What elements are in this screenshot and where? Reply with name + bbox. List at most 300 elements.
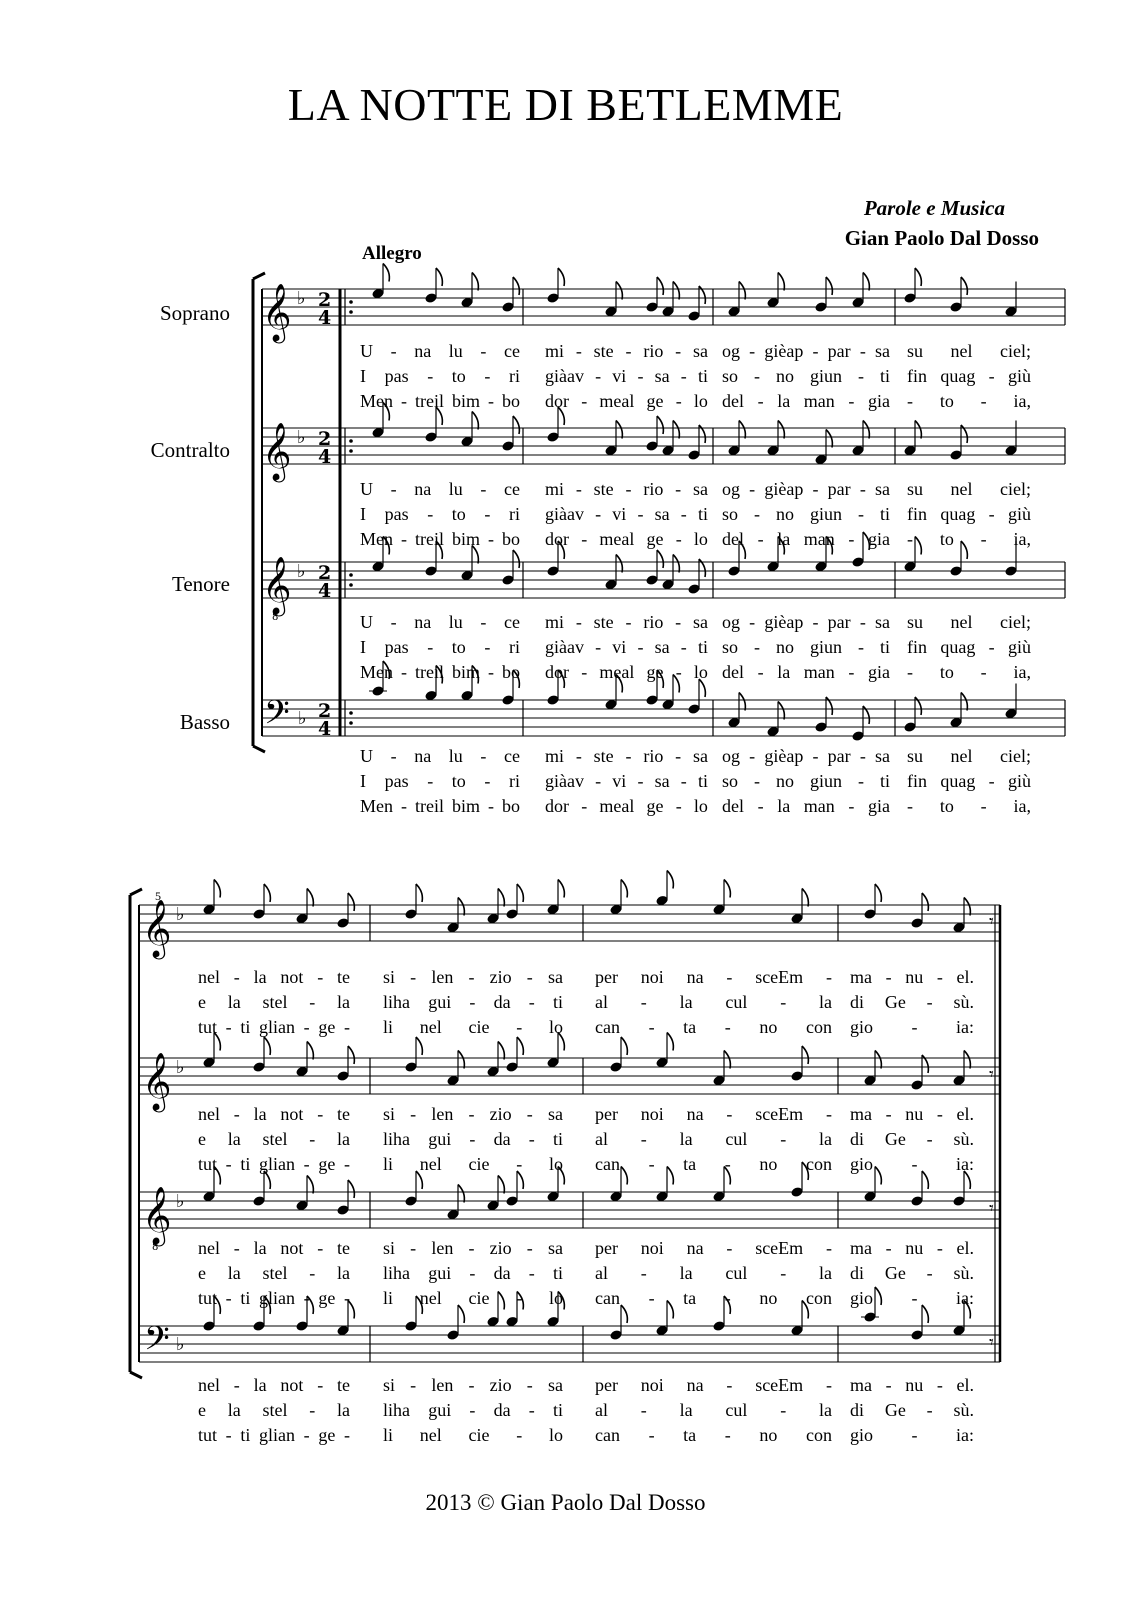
lyric-syllable: stel	[262, 1129, 288, 1149]
lyric-syllable: la	[679, 1400, 693, 1420]
lyric-syllable: -	[859, 746, 866, 766]
note-flag	[616, 421, 622, 439]
lyric-syllable: ma	[850, 1104, 872, 1124]
lyric-syllable: la	[253, 1104, 267, 1124]
lyric-syllable: I	[360, 771, 366, 791]
lyric-syllable: -	[469, 1400, 476, 1420]
lyric-syllable: sceEm	[755, 1238, 804, 1258]
lyric-syllable: gui	[428, 1129, 452, 1149]
lyric-syllable: -	[724, 1288, 731, 1308]
note-flag	[517, 884, 523, 902]
lyric-syllable: -	[885, 1104, 892, 1124]
lyric-syllable: la	[227, 1129, 241, 1149]
lyric-syllable: -	[680, 504, 687, 524]
lyric-syllable: can	[595, 1154, 620, 1174]
lyric-syllable: la	[777, 529, 791, 549]
lyric-syllable: na	[686, 967, 704, 987]
lyric-syllable: ri	[508, 637, 520, 657]
lyric-syllable: Men	[360, 391, 393, 411]
lyric-syllable: liha	[383, 992, 410, 1012]
lyric-syllable: ciel;	[1000, 341, 1031, 361]
sys2-staff1-line2-m8	[850, 992, 974, 1013]
lyric-syllable: bo	[501, 529, 520, 549]
lyric-syllable: len	[431, 1375, 454, 1395]
lyric-syllable: ti	[240, 1288, 251, 1308]
lyric-syllable: treil	[414, 796, 444, 816]
repeat-dot	[349, 439, 353, 443]
note-flag	[673, 555, 679, 573]
lyric-syllable: -	[526, 1104, 533, 1124]
lyric-syllable: gui	[428, 1400, 452, 1420]
lyric-syllable: rio	[643, 612, 664, 632]
sys2-staff3-line2-m6	[383, 1263, 563, 1284]
lyric-syllable: len	[431, 1104, 454, 1124]
note-flag	[863, 273, 869, 291]
sys1-staff1-line3-m2	[545, 391, 708, 412]
lyric-syllable: gio	[850, 1288, 874, 1308]
lyric-syllable: lo	[693, 796, 708, 816]
note-flag	[458, 1185, 464, 1203]
sys1-staff1-line1-m3	[722, 341, 890, 362]
lyric-syllable: la	[227, 992, 241, 1012]
lyric-syllable: -	[724, 1017, 731, 1037]
lyric-syllable: la	[679, 992, 693, 1012]
lyric-syllable: no	[759, 1154, 778, 1174]
lyric-syllable: -	[233, 1238, 240, 1258]
lyric-syllable: li	[383, 1425, 394, 1445]
lyric-syllable: sa	[654, 366, 670, 386]
lyric-syllable: -	[936, 1238, 943, 1258]
sys1-staff3-line2-m2	[545, 637, 708, 658]
lyric-syllable: per	[595, 967, 618, 987]
lyric-syllable: giun	[809, 504, 842, 524]
lyric-syllable: giù	[1007, 504, 1031, 524]
credit-composer: Gian Paolo Dal Dosso	[844, 226, 1039, 250]
sys1-staff2-line2-m2	[545, 504, 708, 525]
sys1-staff2-line1-m3	[722, 479, 890, 500]
sys1-staff4-line3-m4	[907, 796, 1031, 817]
lyric-syllable: cul	[725, 1129, 748, 1149]
note-flag	[802, 1046, 808, 1064]
lyric-syllable: Ge	[884, 1263, 906, 1283]
lyric-syllable: -	[648, 1154, 655, 1174]
lyric-syllable: ti	[552, 1400, 563, 1420]
sys1-staff2-line3-m4	[907, 529, 1031, 550]
lyric-syllable: -	[575, 479, 582, 499]
lyric-syllable: len	[431, 1238, 454, 1258]
lyric-syllable: mi	[545, 341, 565, 361]
sys2-staff4-line2-m5	[198, 1400, 350, 1421]
note-flag	[383, 264, 389, 282]
lyric-syllable: con	[805, 1154, 832, 1174]
lyric-syllable: mi	[545, 612, 565, 632]
lyric-syllable: sù.	[953, 992, 974, 1012]
lyric-syllable: -	[885, 1375, 892, 1395]
lyric-syllable: giàav	[545, 771, 584, 791]
sys1-staff4-line1-m4	[907, 746, 1031, 767]
lyric-syllable: te	[337, 1375, 350, 1395]
lyric-syllable: -	[468, 1104, 475, 1124]
lyric-syllable: ia:	[955, 1288, 974, 1308]
time-signature-top: 2	[318, 562, 332, 584]
note-flag	[826, 277, 832, 295]
lyric-syllable: nu	[905, 1375, 924, 1395]
part-name-soprano: Soprano	[160, 301, 230, 325]
lyric-syllable: ma	[850, 1238, 872, 1258]
lyric-syllable: sa	[692, 341, 708, 361]
lyric-syllable: ma	[850, 1375, 872, 1395]
note-flag	[616, 282, 622, 300]
note-flag	[436, 268, 442, 286]
lyric-syllable: -	[936, 967, 943, 987]
lyric-syllable: cie	[468, 1017, 490, 1037]
lyric-syllable: -	[303, 1425, 310, 1445]
lyric-syllable: no	[759, 1425, 778, 1445]
lyric-syllable: -	[911, 1425, 918, 1445]
lyric-syllable: mi	[545, 479, 565, 499]
note-flag	[498, 1176, 504, 1194]
sys2-staff2-line3-m5	[198, 1154, 350, 1175]
sys2-staff3-line3-m7	[595, 1288, 832, 1309]
lyric-syllable: lo	[548, 1017, 563, 1037]
lyric-syllable: man	[803, 391, 835, 411]
lyric-syllable: vi	[612, 637, 627, 657]
lyric-syllable: nel	[198, 967, 220, 987]
sys2-staff3-line2-m7	[595, 1263, 832, 1284]
lyric-syllable: ce	[503, 612, 520, 632]
note-flag	[517, 1037, 523, 1055]
sys2-staff2-line1-m6	[383, 1104, 563, 1125]
sys1-staff1-line2-m4	[907, 366, 1031, 387]
lyric-syllable: -	[675, 612, 682, 632]
lyric-syllable: -	[343, 1154, 350, 1174]
lyric-syllable: ge	[646, 796, 664, 816]
lyric-syllable: ce	[503, 746, 520, 766]
lyric-syllable: cie	[468, 1288, 490, 1308]
bass-clef-icon: 𝄢	[144, 1320, 170, 1366]
lyric-syllable: Ge	[884, 1129, 906, 1149]
lyric-syllable: -	[526, 1375, 533, 1395]
lyric-syllable: -	[468, 1375, 475, 1395]
lyric-syllable: giù	[1007, 366, 1031, 386]
note-flag	[875, 1051, 881, 1069]
lyric-syllable: sa	[654, 504, 670, 524]
lyric-syllable: la	[818, 992, 832, 1012]
lyric-syllable: -	[859, 479, 866, 499]
sys2-staff4-line3-m6	[383, 1425, 563, 1446]
lyric-syllable: -	[303, 1288, 310, 1308]
lyric-syllable: -	[812, 341, 819, 361]
sys2-staff3-line1-m7	[595, 1238, 832, 1259]
lyric-syllable: mi	[545, 746, 565, 766]
lyric-syllable: li	[383, 1017, 394, 1037]
lyric-syllable: gui	[428, 992, 452, 1012]
treble-clef-icon: 𝄞	[142, 1052, 172, 1110]
measure-number: 5	[155, 889, 161, 903]
lyric-syllable: -	[859, 612, 866, 632]
note-flag	[621, 1037, 627, 1055]
lyric-syllable: bo	[501, 796, 520, 816]
lyric-syllable: ti	[240, 1425, 251, 1445]
note-flag	[915, 268, 921, 286]
lyric-syllable: gia	[867, 662, 890, 682]
lyric-syllable: -	[637, 504, 644, 524]
lyric-syllable: ste	[593, 479, 614, 499]
lyric-syllable: -	[233, 1104, 240, 1124]
lyric-syllable: nel	[419, 1154, 442, 1174]
lyric-syllable: -	[675, 529, 682, 549]
lyric-syllable: la	[777, 796, 791, 816]
lyric-syllable: gui	[428, 1263, 452, 1283]
lyric-syllable: -	[487, 391, 494, 411]
flat-icon: ♭	[176, 1191, 185, 1212]
lyric-syllable: I	[360, 504, 366, 524]
note-flag	[724, 880, 730, 898]
lyric-syllable: -	[757, 796, 764, 816]
eighth-rest-icon: 𝄾	[989, 1198, 994, 1219]
note-flag	[264, 884, 270, 902]
bass-clef-icon: 𝄢	[264, 694, 290, 740]
lyric-syllable: la	[679, 1129, 693, 1149]
note-flag	[621, 880, 627, 898]
lyric-syllable: sa	[654, 771, 670, 791]
sys1-staff1-line1-m1	[360, 341, 520, 362]
sys1-staff3-line1-m3	[722, 612, 890, 633]
sys2-staff1-line1-m6	[383, 967, 563, 988]
note-flag	[802, 889, 808, 907]
lyric-syllable: del	[722, 529, 744, 549]
lyric-syllable: -	[575, 341, 582, 361]
lyric-syllable: te	[337, 1238, 350, 1258]
lyric-syllable: -	[625, 746, 632, 766]
sys2-staff3-line3-m6	[383, 1288, 563, 1309]
lyric-syllable: ta	[683, 1425, 697, 1445]
lyric-syllable: ciel;	[1000, 746, 1031, 766]
lyric-syllable: -	[233, 1375, 240, 1395]
lyric-syllable: rio	[643, 479, 664, 499]
lyric-syllable: ge	[646, 662, 664, 682]
lyric-syllable: -	[812, 479, 819, 499]
lyric-syllable: ce	[503, 341, 520, 361]
sys1-staff3-line3-m4	[907, 662, 1031, 683]
lyric-syllable: nel	[419, 1425, 442, 1445]
lyric-syllable: -	[988, 637, 995, 657]
note-flag	[416, 884, 422, 902]
lyric-syllable: -	[675, 341, 682, 361]
sys1-staff4-line2-m4	[907, 771, 1031, 792]
lyric-syllable: nu	[905, 1104, 924, 1124]
lyric-syllable: -	[926, 1400, 933, 1420]
lyric-syllable: meal	[599, 529, 635, 549]
note-flag	[657, 550, 663, 568]
lyric-syllable: -	[480, 341, 487, 361]
sys1-staff2-line2-m4	[907, 504, 1031, 525]
lyric-syllable: la	[777, 391, 791, 411]
lyric-syllable: so	[722, 504, 739, 524]
note-flag	[458, 898, 464, 916]
note-flag	[961, 277, 967, 295]
lyric-syllable: ti	[879, 366, 890, 386]
lyric-syllable: sceEm	[755, 967, 804, 987]
lyric-syllable: -	[469, 1263, 476, 1283]
lyric-syllable: so	[722, 366, 739, 386]
lyric-syllable: -	[724, 1425, 731, 1445]
lyric-syllable: -	[309, 1129, 316, 1149]
note-flag	[739, 282, 745, 300]
lyric-syllable: pas	[384, 771, 409, 791]
lyric-syllable: el.	[956, 967, 974, 987]
lyric-syllable: pas	[384, 366, 409, 386]
lyric-syllable: -	[309, 1263, 316, 1283]
lyric-syllable: -	[625, 479, 632, 499]
sys1-staff4-line2-m3	[722, 771, 890, 792]
lyric-syllable: -	[303, 1154, 310, 1174]
sys1-staff1-line1-m2	[545, 341, 708, 362]
lyric-syllable: -	[911, 1154, 918, 1174]
lyric-syllable: di	[850, 1400, 865, 1420]
lyric-syllable: glian	[259, 1288, 295, 1308]
lyric-syllable: fin	[907, 771, 927, 791]
lyric-syllable: -	[675, 796, 682, 816]
lyric-syllable: bo	[501, 391, 520, 411]
time-signature-top: 2	[318, 289, 332, 311]
sys1-staff2-line1-m2	[545, 479, 708, 500]
lyric-syllable: gia	[867, 529, 890, 549]
lyric-syllable: not	[280, 967, 304, 987]
lyric-syllable: Ge	[884, 992, 906, 1012]
lyric-syllable: -	[848, 391, 855, 411]
lyric-syllable: -	[757, 529, 764, 549]
lyric-syllable: to	[451, 771, 466, 791]
lyric-syllable: ge	[318, 1425, 336, 1445]
lyric-syllable: ia:	[955, 1154, 974, 1174]
lyric-syllable: stel	[262, 1263, 288, 1283]
lyric-syllable: -	[484, 637, 491, 657]
lyric-syllable: giun	[809, 637, 842, 657]
sys2-staff1-line2-m7	[595, 992, 832, 1013]
lyric-syllable: gio	[850, 1154, 874, 1174]
lyric-syllable: -	[637, 366, 644, 386]
lyric-syllable: -	[225, 1017, 232, 1037]
lyric-syllable: -	[528, 1129, 535, 1149]
note-flag	[498, 889, 504, 907]
lyric-syllable: liha	[383, 1129, 410, 1149]
lyric-syllable: -	[484, 504, 491, 524]
lyric-syllable: sa	[875, 612, 890, 632]
sys1-staff4-line2-m2	[545, 771, 708, 792]
lyric-syllable: -	[675, 662, 682, 682]
lyric-syllable: no	[759, 1288, 778, 1308]
lyric-syllable: per	[595, 1104, 618, 1124]
sys1-staff4-line2-m1	[360, 771, 520, 792]
lyric-syllable: nel	[950, 612, 973, 632]
lyric-syllable: cie	[468, 1425, 490, 1445]
lyric-syllable: si	[383, 1104, 396, 1124]
sys2-staff1-line1-m7	[595, 967, 832, 988]
lyric-syllable: li	[383, 1288, 394, 1308]
lyric-syllable: nu	[905, 1238, 924, 1258]
lyric-syllable: gia	[867, 796, 890, 816]
lyric-syllable: -	[484, 366, 491, 386]
sys2-staff2-line2-m6	[383, 1129, 563, 1150]
lyric-syllable: al	[595, 1263, 608, 1283]
lyric-syllable: og	[722, 479, 740, 499]
lyric-syllable: rio	[643, 341, 664, 361]
lyric-syllable: e	[198, 1263, 206, 1283]
lyric-syllable: glian	[259, 1017, 295, 1037]
lyric-syllable: ge	[318, 1154, 336, 1174]
lyric-syllable: si	[383, 1238, 396, 1258]
lyric-syllable: sceEm	[755, 1375, 804, 1395]
credit-words-music: Parole e Musica	[863, 196, 1005, 220]
lyric-syllable: -	[848, 662, 855, 682]
lyric-syllable: -	[857, 637, 864, 657]
lyric-syllable: nel	[950, 746, 973, 766]
lyric-syllable: -	[390, 479, 397, 499]
lyric-syllable: to	[939, 662, 954, 682]
time-signature-top: 2	[318, 428, 332, 450]
lyric-syllable: -	[400, 662, 407, 682]
lyric-syllable: -	[595, 366, 602, 386]
lyric-syllable: ri	[508, 504, 520, 524]
sys1-staff4-line3-m2	[545, 796, 708, 817]
lyric-syllable: -	[427, 637, 434, 657]
lyric-syllable: -	[980, 391, 987, 411]
lyric-syllable: li	[383, 1154, 394, 1174]
sys1-staff1-line2-m2	[545, 366, 708, 387]
lyric-syllable: e	[198, 992, 206, 1012]
lyric-syllable: pas	[384, 637, 409, 657]
note-flag	[826, 430, 832, 448]
clef-eight-mark: 8	[272, 612, 279, 623]
lyric-syllable: la	[818, 1129, 832, 1149]
lyric-syllable: e	[198, 1400, 206, 1420]
lyric-syllable: to	[451, 366, 466, 386]
lyric-syllable: sa	[547, 1375, 563, 1395]
lyric-syllable: da	[493, 1263, 511, 1283]
lyric-syllable: -	[726, 1104, 733, 1124]
lyric-syllable: -	[595, 771, 602, 791]
lyric-syllable: el.	[956, 1375, 974, 1395]
note-flag	[964, 898, 970, 916]
sys1-staff2-line3-m3	[722, 529, 890, 550]
note-flag	[616, 555, 622, 573]
lyric-syllable: not	[280, 1104, 304, 1124]
lyric-syllable: U	[360, 341, 373, 361]
lyric-syllable: -	[675, 746, 682, 766]
lyric-syllable: -	[754, 637, 760, 657]
sys2-staff4-line2-m6	[383, 1400, 563, 1421]
repeat-dot	[349, 300, 353, 304]
lyric-syllable: la	[227, 1263, 241, 1283]
sys1-staff4-line1-m1	[360, 746, 520, 767]
lyric-syllable: not	[280, 1375, 304, 1395]
lyric-syllable: lu	[448, 341, 463, 361]
note-flag	[348, 1180, 354, 1198]
note-flag	[348, 1046, 354, 1064]
sys1-staff1-line2-m1	[360, 366, 520, 387]
lyric-syllable: ti	[697, 504, 708, 524]
lyric-syllable: zio	[489, 967, 512, 987]
lyric-syllable: na	[414, 746, 432, 766]
treble-8-clef-icon: 𝄞	[262, 556, 292, 614]
lyric-syllable: na	[414, 341, 432, 361]
sys2-staff3-line3-m8	[850, 1288, 974, 1309]
lyric-syllable: -	[427, 504, 434, 524]
lyric-syllable: sceEm	[755, 1104, 804, 1124]
lyric-syllable: -	[480, 479, 487, 499]
lyric-syllable: -	[400, 391, 407, 411]
